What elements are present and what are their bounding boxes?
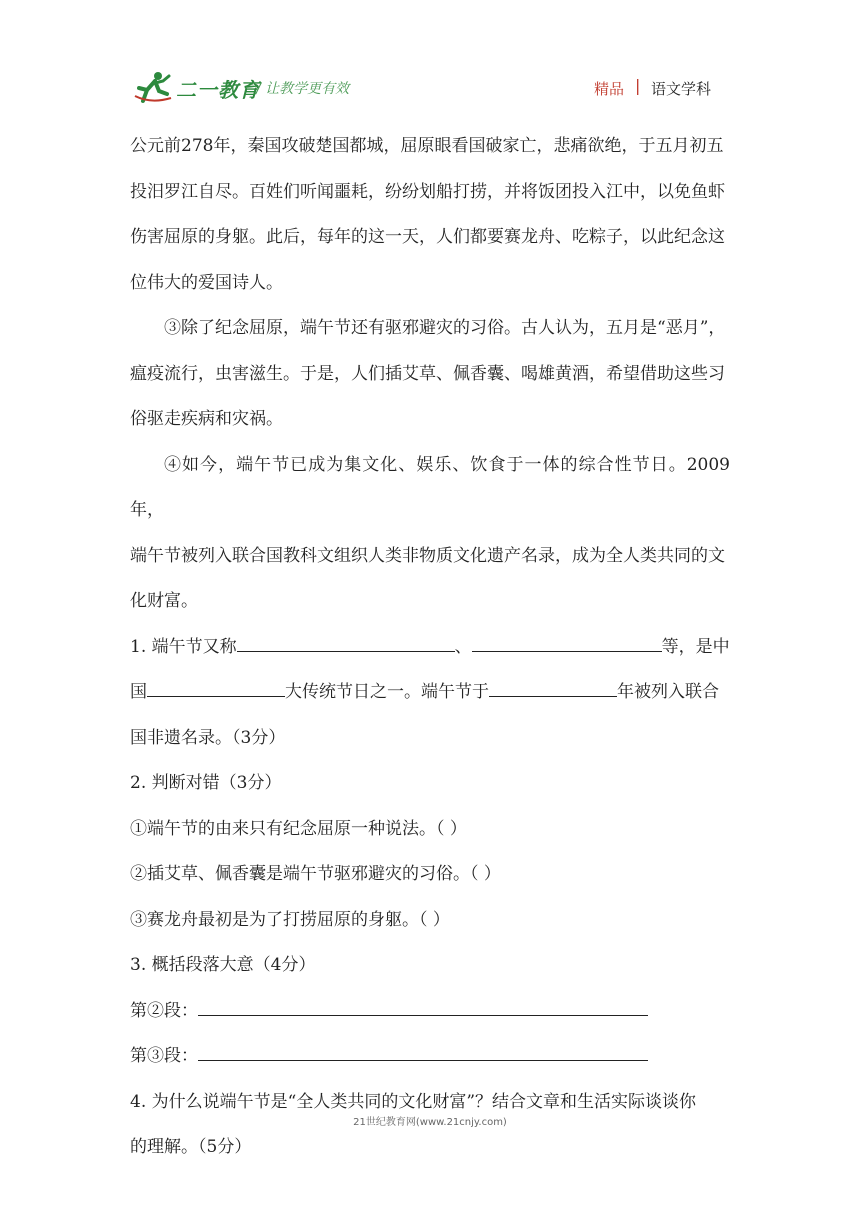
question-4-line: 的理解。（5分）	[130, 1137, 252, 1157]
question-1-text: 1. 端午节又称	[130, 636, 237, 657]
question-1-separator: 、	[454, 636, 472, 657]
page-header	[0, 0, 860, 110]
paragraph-4-line: 化财富。	[130, 591, 198, 611]
question-1-line: 国非遗名录。（3分）	[130, 727, 286, 748]
paragraph-3-line: 俗驱走疾病和灾祸。	[130, 409, 283, 429]
question-2-title: 2. 判断对错（3分）	[130, 773, 282, 793]
page-footer: 21世纪教育网(www.21cnjy.com)	[353, 1117, 507, 1128]
question-3-title: 3. 概括段落大意（4分）	[130, 955, 316, 975]
paragraph-4-line: 端午节被列入联合国教科文组织人类非物质文化遗产名录，成为全人类共同的文	[130, 545, 725, 566]
brand-slogan: / 让教学更有效	[256, 81, 350, 97]
document-body	[130, 124, 730, 1171]
paragraph-3-line: 瘟疫流行，虫害滋生。于是，人们插艾草、佩香囊、喝雄黄酒，希望借助这些习	[130, 363, 725, 384]
quality-tag: 精品	[594, 80, 625, 98]
question-1-line	[130, 625, 730, 671]
subject-tag: 语文学科	[651, 80, 712, 98]
brand-logo-text: 二一教育	[176, 78, 260, 102]
question-1-text: 大传统节日之一。端午节于	[285, 682, 489, 702]
question-1-line	[130, 670, 730, 716]
answer-blank[interactable]	[472, 631, 662, 652]
question-3-label: 第②段：	[130, 1000, 198, 1021]
question-1-text: 年被列入联合	[617, 682, 719, 702]
answer-blank[interactable]	[198, 995, 648, 1016]
answer-blank[interactable]	[198, 1040, 648, 1061]
paragraph-2-line: 位伟大的爱国诗人。	[130, 272, 283, 293]
question-1-text: 国	[130, 682, 147, 702]
question-3-answer-line	[130, 989, 730, 1035]
running-figure-logo-icon	[133, 70, 173, 104]
answer-blank[interactable]	[237, 631, 455, 652]
tag-separator: |	[635, 76, 641, 95]
question-4-line: 4. 为什么说端午节是“全人类共同的文化财富”？结合文章和生活实际谈谈你	[130, 1091, 697, 1112]
paragraph-4-line: ④如今，端午节已成为集文化、娱乐、饮食于一体的综合性节日。2009年，	[130, 454, 730, 520]
question-3-label: 第③段：	[130, 1046, 198, 1066]
question-2-item: ②插艾草、佩香囊是端午节驱邪避灾的习俗。（ ）	[130, 864, 501, 884]
question-3-answer-line	[130, 1034, 730, 1080]
paragraph-2-line: 伤害屈原的身躯。此后，每年的这一天，人们都要赛龙舟、吃粽子，以此纪念这	[130, 227, 725, 247]
paragraph-2-line: 公元前278年，秦国攻破楚国都城，屈原眼看国破家亡，悲痛欲绝，于五月初五	[130, 136, 724, 156]
question-1-text: 等，是中	[661, 636, 730, 657]
question-2-item: ①端午节的由来只有纪念屈原一种说法。（ ）	[130, 818, 467, 839]
paragraph-3-line: ③除了纪念屈原，端午节还有驱邪避灾的习俗。古人认为，五月是“恶月”，	[164, 318, 726, 338]
paragraph-2-line: 投汨罗江自尽。百姓们听闻噩耗，纷纷划船打捞，并将饭团投入江中，以免鱼虾	[130, 181, 725, 202]
question-2-item: ③赛龙舟最初是为了打捞屈原的身躯。（ ）	[130, 909, 450, 930]
answer-blank[interactable]	[489, 676, 617, 697]
answer-blank[interactable]	[147, 676, 285, 697]
